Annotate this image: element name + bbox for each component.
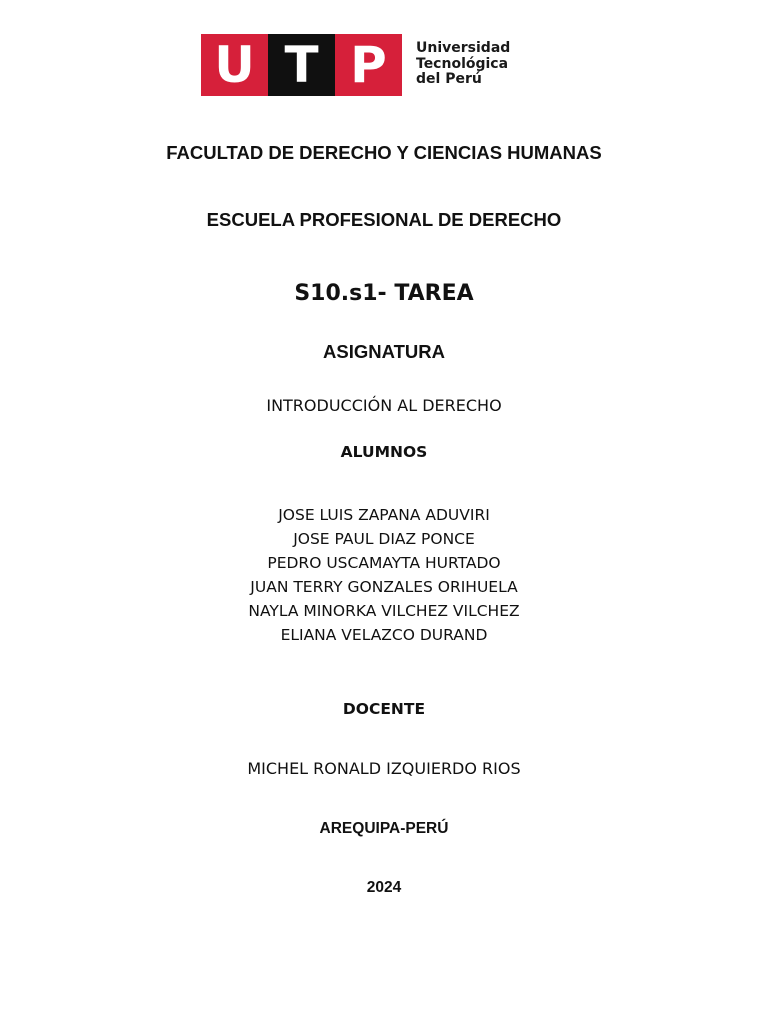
logo-letter-p: P	[335, 34, 402, 96]
student-name: NAYLA MINORKA VILCHEZ VILCHEZ	[248, 602, 520, 620]
faculty-title: FACULTAD DE DERECHO Y CIENCIAS HUMANAS	[166, 142, 602, 163]
logo-line-2: Tecnológica	[416, 55, 509, 72]
student-name: JUAN TERRY GONZALES ORIHUELA	[250, 578, 518, 596]
student-name: PEDRO USCAMAYTA HURTADO	[267, 554, 501, 572]
year-label: 2024	[366, 879, 402, 896]
teacher-heading: DOCENTE	[342, 700, 426, 718]
school-title: ESCUELA PROFESIONAL DE DERECHO	[206, 209, 562, 230]
students-list	[0, 503, 768, 647]
logo-line-3: del Perú	[416, 71, 482, 87]
subject-name: INTRODUCCIÓN AL DERECHO	[266, 396, 502, 415]
students-heading: ALUMNOS	[340, 443, 428, 461]
student-name: JOSE LUIS ZAPANA ADUVIRI	[278, 506, 490, 524]
student-name: JOSE PAUL DIAZ PONCE	[293, 530, 475, 548]
utp-logo	[201, 34, 521, 96]
logo-letter-u: U	[201, 34, 268, 96]
logo-line-1: Universidad	[416, 40, 511, 56]
logo-letter-t: T	[268, 34, 335, 96]
logo-university-name	[416, 41, 510, 88]
subject-heading: ASIGNATURA	[323, 341, 445, 362]
teacher-name: MICHEL RONALD IZQUIERDO RIOS	[247, 759, 521, 778]
task-title: S10.s1- TAREA	[294, 281, 474, 306]
place-label: AREQUIPA-PERÚ	[319, 820, 449, 837]
student-name: ELIANA VELAZCO DURAND	[280, 626, 488, 644]
